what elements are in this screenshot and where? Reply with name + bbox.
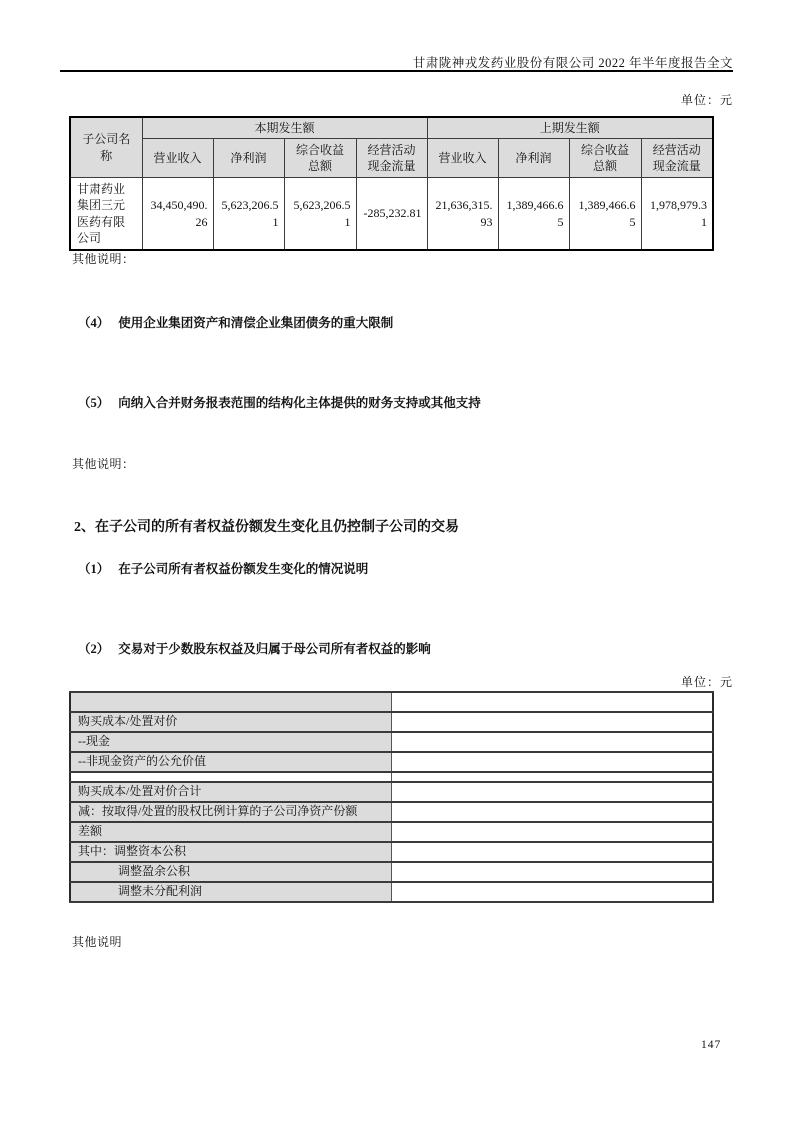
table-group-header-row (70, 117, 713, 139)
value-cell-operating-cashflow-current: -285,232.81 (356, 178, 427, 250)
col-header-revenue-current: 营业收入 (142, 139, 213, 178)
other-note-mid: 其他说明： (72, 457, 135, 471)
other-note-after-table2: 其他说明 (72, 935, 123, 949)
row-value-cell (391, 862, 713, 882)
row-label-cell: 减：按取得/处置的股权比例计算的子公司净资产份额 (70, 802, 391, 822)
other-note-after-table1: 其他说明： (72, 252, 135, 266)
row-value-cell (391, 822, 713, 842)
equity-change-impact-table (69, 691, 714, 903)
item-number: （2） (78, 642, 110, 656)
subsidiary-name-cell: 甘肃药业集团三元医药有限公司 (70, 178, 142, 250)
subsidiary-financials-table (69, 116, 714, 251)
item-heading-2-2 (78, 639, 431, 657)
table-sub-header-row (70, 139, 713, 178)
col-header-operating-cashflow-prior: 经营活动现金流量 (641, 139, 713, 178)
row-value-cell (391, 692, 713, 712)
row-label-cell: 差额 (70, 822, 391, 842)
report-header-title: 甘肃陇神戎发药业股份有限公司 2022 年半年度报告全文 (412, 56, 733, 70)
item-number: （4） (78, 316, 110, 330)
col-header-net-profit-current: 净利润 (213, 139, 284, 178)
unit-label-table1: 单位：元 (680, 93, 733, 107)
item-text: 交易对于少数股东权益及归属于母公司所有者权益的影响 (118, 642, 431, 656)
row-label-cell: 购买成本/处置对价合计 (70, 782, 391, 802)
item-text: 向纳入合并财务报表范围的结构化主体提供的财务支持或其他支持 (118, 396, 481, 410)
item-heading-2-1 (78, 559, 368, 577)
col-header-net-profit-prior: 净利润 (498, 139, 569, 178)
row-label-cell (70, 772, 391, 782)
col-group-current-period: 本期发生额 (142, 117, 427, 139)
table-row-cash (70, 732, 713, 752)
row-value-cell (391, 772, 713, 782)
col-header-comprehensive-income-current: 综合收益总额 (284, 139, 356, 178)
item-number: （5） (78, 396, 110, 410)
col-header-subsidiary-name: 子公司名称 (70, 117, 142, 178)
header-rule (60, 70, 733, 72)
row-value-cell (391, 802, 713, 822)
col-header-operating-cashflow-current: 经营活动现金流量 (356, 139, 427, 178)
item-text: 在子公司所有者权益份额发生变化的情况说明 (118, 562, 369, 576)
table-row-difference (70, 822, 713, 842)
row-value-cell (391, 752, 713, 772)
table-row-less-net-asset-share (70, 802, 713, 822)
table-row-blank (70, 772, 713, 782)
unit-label-table2: 单位：元 (680, 675, 733, 689)
value-cell-comprehensive-income-prior: 1,389,466.65 (569, 178, 641, 250)
item-number: （1） (78, 562, 110, 576)
col-header-comprehensive-income-prior: 综合收益总额 (569, 139, 641, 178)
table-row-header-blank (70, 692, 713, 712)
col-header-revenue-prior: 营业收入 (427, 139, 498, 178)
table-row-adjust-capital-reserve (70, 842, 713, 862)
value-cell-revenue-prior: 21,636,315.93 (427, 178, 498, 250)
item-heading-5 (78, 393, 481, 411)
col-group-prior-period: 上期发生额 (427, 117, 713, 139)
row-label-cell: --非现金资产的公允价值 (70, 752, 391, 772)
table-row-noncash-fair-value (70, 752, 713, 772)
row-value-cell (391, 882, 713, 902)
item-heading-4 (78, 313, 393, 331)
row-label-cell: 购买成本/处置对价 (70, 712, 391, 732)
value-cell-operating-cashflow-prior: 1,978,979.31 (641, 178, 713, 250)
row-label-cell: --现金 (70, 732, 391, 752)
section-2-heading: 2、在子公司的所有者权益份额发生变化且仍控制子公司的交易 (74, 520, 459, 535)
table-row-purchase-cost-total (70, 782, 713, 802)
row-label-cell: 调整未分配利润 (70, 882, 391, 902)
value-cell-revenue-current: 34,450,490.26 (142, 178, 213, 250)
row-value-cell (391, 782, 713, 802)
row-value-cell (391, 732, 713, 752)
item-text: 使用企业集团资产和清偿企业集团债务的重大限制 (118, 316, 394, 330)
value-cell-comprehensive-income-current: 5,623,206.51 (284, 178, 356, 250)
value-cell-net-profit-prior: 1,389,466.65 (498, 178, 569, 250)
row-value-cell (391, 842, 713, 862)
row-label-cell: 调整盈余公积 (70, 862, 391, 882)
table-row-adjust-undistributed-profit (70, 882, 713, 902)
row-value-cell (391, 712, 713, 732)
table-row-subsidiary (70, 178, 713, 250)
row-label-cell (70, 692, 391, 712)
table-row-adjust-surplus-reserve (70, 862, 713, 882)
table-row-purchase-cost (70, 712, 713, 732)
value-cell-net-profit-current: 5,623,206.51 (213, 178, 284, 250)
page-number: 147 (701, 1039, 722, 1051)
row-label-cell: 其中：调整资本公积 (70, 842, 391, 862)
